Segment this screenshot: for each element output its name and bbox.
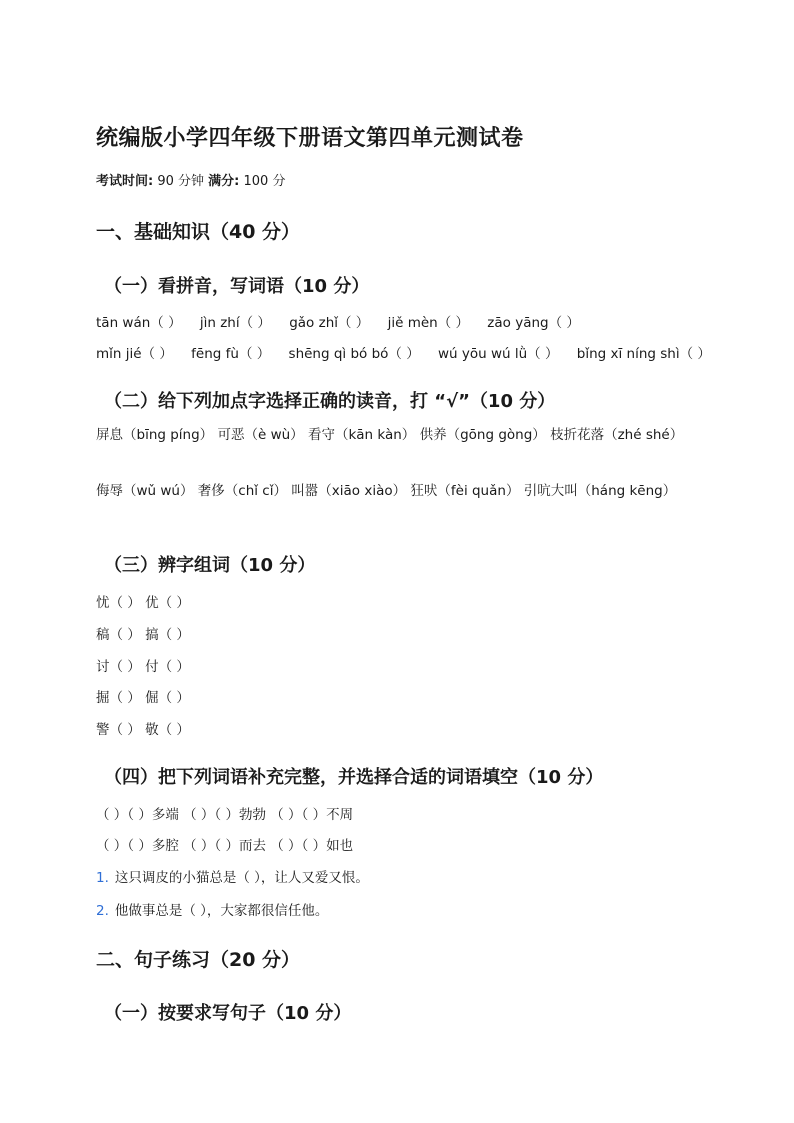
section2-heading: 二、句子练习（20 分） xyxy=(96,949,301,971)
score-label: 满分: xyxy=(208,174,240,189)
question-text: 这只调皮的小猫总是（ ），让人又爱又恨。 xyxy=(114,870,369,886)
section2-part1-heading: （一）按要求写句子（10 分） xyxy=(104,1003,352,1024)
pinyin-item: mǐn jié（ ） xyxy=(96,346,173,362)
fill-question-1 xyxy=(96,866,369,886)
question-number: 1. xyxy=(96,870,109,886)
pinyin-row-2 xyxy=(96,342,725,362)
part3-heading: （三）辨字组词（10 分） xyxy=(104,555,316,576)
char-pair-row: 掘（ ） 倔（ ） xyxy=(96,690,190,706)
question-text: 他做事总是（ ），大家都很信任他。 xyxy=(114,903,329,919)
reading-para-1: 屏息（bīng píng） 可恶（è wù） 看守（kān kàn） 供养（gōng gòng） 枝折花落（zhé shé） xyxy=(96,427,684,443)
pinyin-item: jiě mèn（ ） xyxy=(387,315,469,331)
pinyin-item: shēng qì bó bó（ ） xyxy=(288,346,420,362)
pinyin-item: jìn zhí（ ） xyxy=(199,315,271,331)
pinyin-item: bǐng xī níng shì（ ） xyxy=(576,346,711,362)
score-value: 100 分 xyxy=(243,174,286,189)
exam-meta xyxy=(96,170,285,189)
fill-question-2 xyxy=(96,899,328,919)
time-label: 考试时间: xyxy=(96,174,154,189)
part2-heading: （二）给下列加点字选择正确的读音，打 “√”（10 分） xyxy=(104,391,556,412)
part4-heading: （四）把下列词语补充完整，并选择合适的词语填空（10 分） xyxy=(104,767,604,788)
pinyin-item: gǎo zhǐ（ ） xyxy=(289,315,370,331)
question-number: 2. xyxy=(96,903,109,919)
reading-para-2: 侮辱（wǔ wú） 奢侈（chǐ cǐ） 叫嚣（xiāo xiào） 狂吠（fèi quǎn） 引吭大叫（háng kēng） xyxy=(96,483,677,499)
time-value: 90 分钟 xyxy=(157,174,205,189)
char-pair-row: 忧（ ） 优（ ） xyxy=(96,595,190,611)
page-title: 统编版小学四年级下册语文第四单元测试卷 xyxy=(96,126,524,151)
pinyin-item: wú yōu wú lǜ（ ） xyxy=(438,346,559,362)
pinyin-item: tān wán（ ） xyxy=(96,315,182,331)
char-pair-row: 警（ ） 敬（ ） xyxy=(96,722,190,738)
idiom-row-1: （ ）（ ）多端 （ ）（ ）勃勃 （ ）（ ）不周 xyxy=(96,807,354,823)
part1-heading: （一）看拼音，写词语（10 分） xyxy=(104,276,370,297)
char-pair-row: 稿（ ） 搞（ ） xyxy=(96,627,190,643)
pinyin-item: fēng fù（ ） xyxy=(191,346,271,362)
idiom-row-2: （ ）（ ）多腔 （ ）（ ）而去 （ ）（ ）如也 xyxy=(96,838,354,854)
char-pair-row: 讨（ ） 付（ ） xyxy=(96,659,190,675)
section1-heading: 一、基础知识（40 分） xyxy=(96,221,301,243)
pinyin-row-1 xyxy=(96,311,594,331)
pinyin-item: zāo yāng（ ） xyxy=(487,315,580,331)
